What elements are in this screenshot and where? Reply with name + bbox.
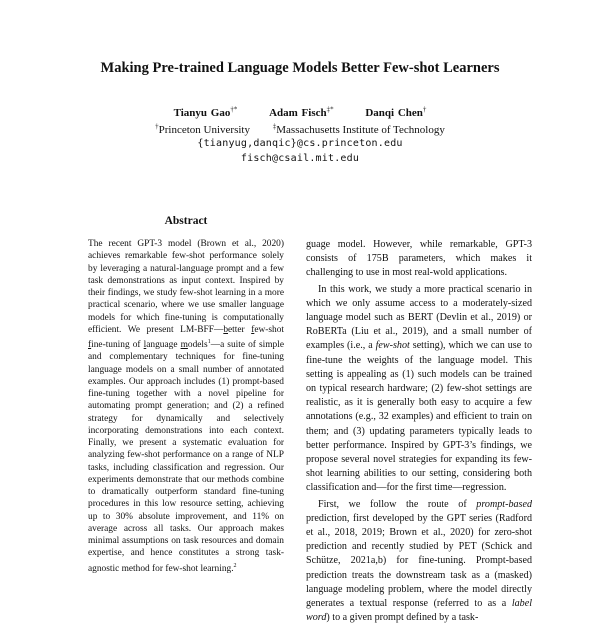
body-emphasis: prompt-based: [476, 498, 532, 510]
abstract-part: etter: [228, 324, 252, 335]
body-text: guage model. However, while remarkable, GPT-3 consists of 175B parameters, which makes it challenging to use in most real-wold applications.: [306, 239, 532, 279]
affiliation-1: [155, 124, 250, 136]
author-name: Danqi Chen: [365, 106, 423, 119]
affiliation-mark: ‡: [272, 122, 277, 130]
author-name: Tianyu Gao: [173, 106, 231, 119]
abstract-underlined-letter: m: [180, 340, 188, 351]
author-marks: †*: [230, 105, 238, 113]
abstract-part: The recent GPT-3 model (Brown et al., 2020) achieves remarkable few-shot performance solely by leveraging a natural-language prompt and a few task demonstrations as input context. Inspired by their findings, we study few-shot learning in a more practical scenario, where we use smaller language models for which fine-tuning is computationally efficient. We present LM-BFF—: [88, 239, 284, 335]
abstract-underlined-letter: l: [143, 340, 147, 351]
body-paragraph: [306, 498, 532, 625]
abstract-underlined-letter: f: [251, 324, 255, 335]
author-1: [174, 107, 238, 119]
body-paragraph: [306, 283, 532, 496]
body-paragraph-continued: [306, 238, 532, 281]
body-text: prediction, first developed by the GPT series (Radford et al., 2018, 2019; Brown et al., 2020) for zero-shot prediction and recently studied by PET (Schick and Schütze, 2021a,b) for fine-tuning. Prompt-based prediction treats the downstream task as a (masked) language modeling problem, where the model directly generates a textual response (referred to as a: [306, 512, 532, 610]
author-marks: †: [422, 105, 427, 113]
author-3: [365, 107, 426, 119]
abstract-part: —a suite of simple and complementary techniques for fine-tuning language models on a small number of annotated examples. Our approach includes (1) prompt-based fine-tuning together with a novel pipeline for automating prompt generation; and (2) a refined strategy for dynamically and selectively incorporating demonstrations into each context. Finally, we present a systematic evaluation for analyzing few-shot performance on a range of NLP tasks, including classification and regression. Our experiments demonstrate that our methods combine to dramatically outperform standard fine-tuning procedures in this low resource setting, achieving up to 30% absolute improvement, and 11% on average across all tasks. Our approach makes minimal assumptions on task resources and domain expertise, and hence constitutes a strong task-agnostic method for few-shot learning.: [88, 340, 284, 574]
affiliations: [0, 122, 600, 136]
abstract-text: [88, 238, 284, 575]
email-princeton: {tianyug,danqic}@cs.princeton.edu: [197, 138, 403, 149]
footnote-mark: 2: [233, 562, 237, 569]
body-text: ) to a given prompt defined by a task-: [326, 612, 479, 624]
abstract-heading: Abstract: [164, 215, 208, 227]
body-emphasis: label word: [306, 598, 532, 624]
email-mit: fisch@csail.mit.edu: [240, 153, 360, 164]
affiliation-2: [273, 124, 445, 136]
affiliation-name: Princeton University: [158, 123, 250, 136]
body-text: First, we follow the route of: [318, 498, 477, 510]
body-text: In this work, we study a more practical scenario in which we only assume access to a moderately-sized language model such as BERT (Devlin et al., 2019) or RoBERTa (Liu et al., 2019), and a small number of examples (i.e., a: [306, 283, 532, 352]
abstract-part: ew-shot: [254, 324, 284, 335]
affiliation-mark: †: [155, 122, 159, 130]
author-list: [0, 105, 600, 119]
body-emphasis: few-shot: [375, 340, 410, 352]
affiliation-name: Massachusetts Institute of Technology: [276, 123, 445, 136]
author-2: [269, 107, 334, 119]
abstract-underlined-letter: b: [223, 324, 229, 335]
abstract-part: anguage: [146, 340, 181, 351]
body-column-right: [306, 238, 532, 625]
abstract-part: ine-tuning of: [91, 340, 144, 351]
paper-title: Making Pre-trained Language Models Better Few-shot Learners: [100, 60, 500, 76]
author-marks: ‡*: [326, 105, 334, 113]
body-text: setting), which we can use to fine-tune the weights of the language model. This setting is appealing as (1) such models can be trained on typical research hardware; (2) few-shot settings are realistic, as it is generally both easy to acquire a few annotations (e.g., 32 examples) and efficient to train on them; and (3) updating parameters typically leads to better performance. Inspired by GPT-3’s findings, we propose several novel strategies for expanding its few-shot learning abilities to our setting, considering both classification and—for the first time—regression.: [306, 340, 532, 494]
abstract-part: odels: [187, 340, 208, 351]
abstract-underlined-letter: f: [88, 340, 92, 351]
author-name: Adam Fisch: [269, 106, 327, 119]
footnote-mark: 1: [207, 339, 211, 345]
